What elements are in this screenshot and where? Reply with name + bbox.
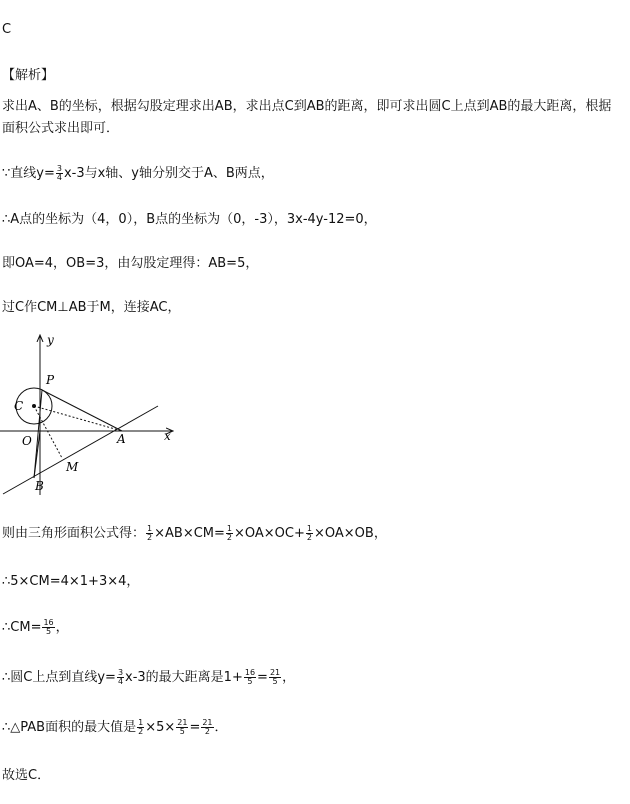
fraction-1-2: $\frac{1}{2}$ bbox=[306, 524, 312, 542]
intro-paragraph: 求出A、B的坐标，根据勾股定理求出AB，求出点C到AB的距离，即可求出圆C上点到AB的最大距离，根据面积公式求出即可． bbox=[2, 99, 612, 136]
fraction-1-2: $\frac{1}{2}$ bbox=[138, 718, 144, 736]
step-line-8: ∴圆C上点到直线y= $\frac{3}{4}$ x-3的最大距离是1+ $\frac{16}{5}$ = $\frac{21}{5}$ ， bbox=[2, 668, 296, 686]
fraction-3-4: $\frac{3}{4}$ bbox=[56, 164, 62, 182]
conclusion: 故选C． bbox=[2, 768, 51, 783]
label-m: M bbox=[66, 460, 79, 474]
segment-ob bbox=[34, 431, 40, 478]
fraction-3-4: $\frac{3}{4}$ bbox=[117, 668, 124, 686]
step-line-2: ∴A点的坐标为（4，0），B点的坐标为（0，-3），3x-4y-12=0， bbox=[2, 212, 377, 227]
fraction-1-2: $\frac{1}{2}$ bbox=[147, 524, 153, 542]
fraction-16-5: $\frac{16}{5}$ bbox=[43, 618, 54, 636]
fraction-21-5: $\frac{21}{5}$ bbox=[177, 718, 188, 736]
label-x: x bbox=[164, 429, 171, 443]
section-title: 【解析】 bbox=[2, 68, 55, 83]
fraction-21-5: $\frac{21}{5}$ bbox=[269, 668, 281, 686]
answer-text: C bbox=[2, 22, 12, 37]
label-c: C bbox=[14, 399, 24, 413]
step-line-3: 即OA=4，OB=3，由勾股定理得：AB=5， bbox=[2, 256, 259, 271]
label-o: O bbox=[22, 434, 32, 448]
step-line-6: ∴5×CM=4×1+3×4， bbox=[2, 574, 140, 589]
step-line-9: ∴△PAB面积的最大值是 $\frac{1}{2}$ ×5× $\frac{21}{5}$ = $\frac{21}{2}$ ． bbox=[2, 718, 228, 736]
step1-pre: ∵直线y= bbox=[2, 166, 55, 181]
fraction-21-2: $\frac{21}{2}$ bbox=[202, 718, 213, 736]
step1-post: x-3与x轴、y轴分别交于A、B两点， bbox=[63, 166, 274, 181]
step-line-5: 则由三角形面积公式得： $\frac{1}{2}$ ×AB×CM= $\frac{1}{2}$ ×OA×OC+ $\frac{1}{2}$ ×OA×OB， bbox=[2, 524, 387, 542]
segment-pa bbox=[42, 390, 122, 431]
fraction-1-2: $\frac{1}{2}$ bbox=[226, 524, 232, 542]
geometry-figure bbox=[0, 330, 190, 500]
label-b: B bbox=[35, 479, 44, 493]
step-line-1 bbox=[2, 162, 274, 182]
fraction-16-5: $\frac{16}{5}$ bbox=[244, 668, 256, 686]
label-p: P bbox=[46, 373, 55, 387]
label-y: y bbox=[47, 333, 54, 347]
step-line-7: ∴CM= $\frac{16}{5}$ ， bbox=[2, 618, 69, 636]
step-line-4: 过C作CM⊥AB于M，连接AC， bbox=[2, 300, 181, 315]
label-a: A bbox=[117, 432, 126, 446]
